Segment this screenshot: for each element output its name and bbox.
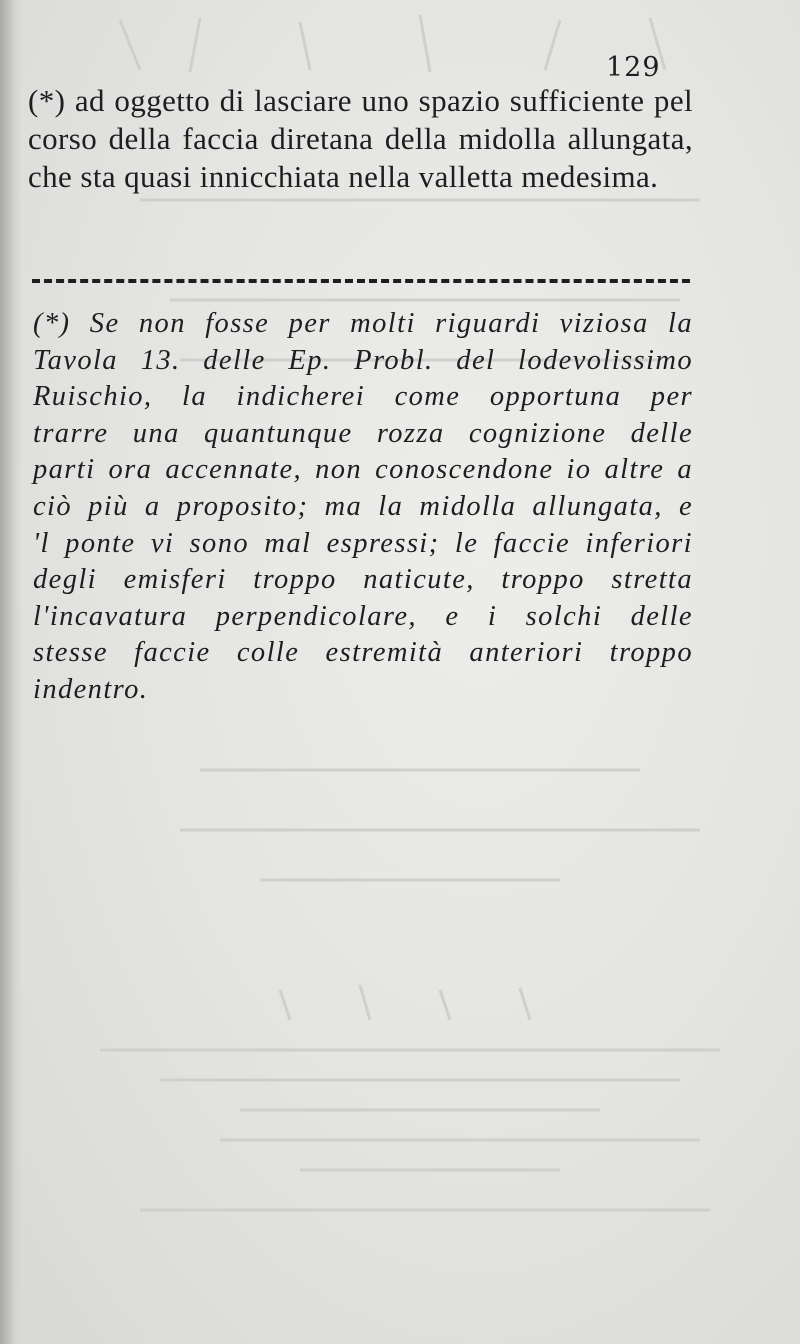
footnote-italic: (*) Se non fosse per molti riguardi viziosa la Tavola 13. delle Ep. Probl. del lodevolissimo Ruischio, la indicherei come opportuna per trarre una quantunque rozza cognizione delle parti ora accennate, non conoscendone io altre a ciò più a proposito; ma la midolla allungata, e 'l ponte vi sono mal espressi; le faccie inferiori degli emisferi troppo naticute, troppo stretta l'incavatura perpendicolare, e i solchi delle stesse faccie colle estremità anteriori troppo indentro. [33, 308, 693, 705]
footnote-continuation: (*) ad oggetto di lasciare uno spazio sufficiente pel corso della faccia diretana della midolla allungata, che sta quasi innicchiata nella valletta medesima. [28, 83, 693, 194]
page-number: 129 [606, 52, 661, 83]
page-gutter-shadow [0, 0, 22, 1344]
footnote-separator-rule [32, 279, 690, 283]
